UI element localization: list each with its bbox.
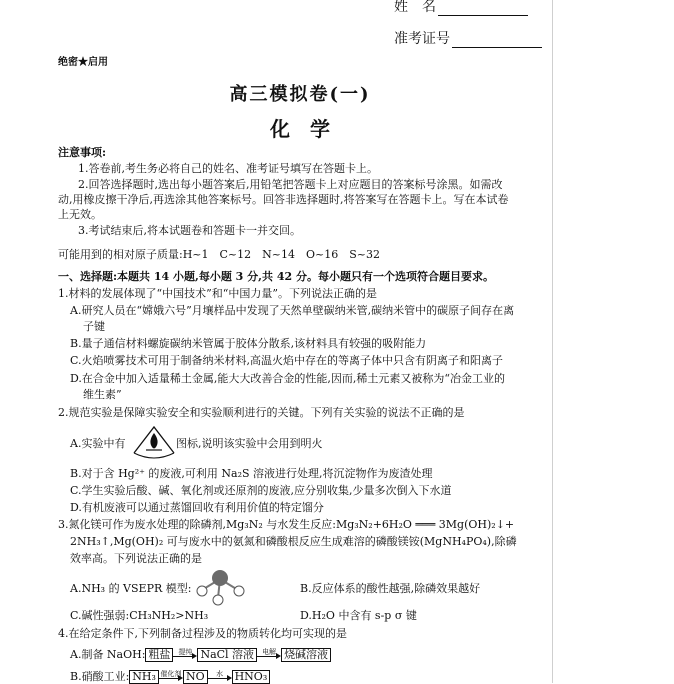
- q3-stem-line3: 效率高。下列说法正确的是: [70, 552, 202, 565]
- exam-title: 高三模拟卷(一): [229, 84, 371, 105]
- atomic-masses: 可能用到的相对原子质量:H~1 C~12 N~14 O~16 S~32: [58, 248, 380, 261]
- q1-option-c: C.火焰喷雾技术可用于制备纳米材料,高温火焰中存在的等离子体中只含有阴离子和阳离子: [70, 354, 504, 367]
- q4-b-box-nh3: NH₃: [129, 670, 159, 684]
- q4-b-arrow-label: 水: [216, 670, 224, 678]
- q1-stem: 1.材料的发展体现了“中国技术”和“中国力量”。下列说法正确的是: [58, 287, 377, 300]
- notice-item: 上无效。: [58, 208, 102, 221]
- q4-b-arrow: [208, 671, 232, 683]
- q3-option-d: D.H₂O 中含有 s-p σ 键: [300, 609, 417, 622]
- q4-b-label: B.硝酸工业:: [70, 670, 130, 683]
- subject-title: 化 学: [270, 117, 330, 141]
- q2-stem: 2.规范实验是保障实验安全和实验顺利进行的关键。下列有关实验的说法不正确的是: [58, 406, 465, 419]
- q4-a-arrow: [173, 649, 197, 661]
- q4-a-arrow-label: 提纯: [178, 648, 193, 656]
- q4-option-b: [70, 670, 270, 684]
- q2-option-b: B.对于含 Hg²⁺ 的废液,可利用 Na₂S 溶液进行处理,将沉淀物作为废渣处理: [70, 467, 433, 480]
- q4-b-arrow: [159, 671, 183, 683]
- name-label: 姓 名: [394, 0, 436, 15]
- q4-a-label: A.制备 NaOH:: [70, 648, 146, 661]
- q4-b-arrow-label: 催化剂: [160, 670, 182, 678]
- ticket-blank: [452, 34, 542, 48]
- open-flame-icon: [130, 423, 178, 461]
- ticket-label: 准考证号: [394, 31, 450, 47]
- q3-option-a: A.NH₃ 的 VSEPR 模型:: [70, 582, 192, 595]
- ticket-field: [394, 28, 542, 48]
- q2-option-a-post: 图标,说明该实验中会用到明火: [176, 437, 323, 450]
- q1-option-d-cont: 维生素”: [83, 388, 122, 401]
- q3-option-b: B.反应体系的酸性越强,除磷效果越好: [300, 582, 481, 595]
- q1-option-a-cont: 子键: [83, 320, 105, 333]
- q4-b-box-hno3: HNO₃: [232, 670, 271, 684]
- q4-a-box-caustic-soda: 烧碱溶液: [281, 648, 331, 662]
- q1-option-b: B.量子通信材料螺旋碳纳米管属于胶体分散系,该材料具有较强的吸附能力: [70, 337, 427, 350]
- notice-item: 1.答卷前,考生务必将自己的姓名、准考证号填写在答题卡上。: [78, 162, 378, 175]
- q3-stem-line2: 2NH₃↑,Mg(OH)₂ 可与废水中的氨氮和磷酸根反应生成难溶的磷酸镁铵(MgNH₄PO₄),除磷: [70, 535, 517, 548]
- name-blank: [438, 2, 528, 16]
- nh3-vsepr-model-icon: [192, 566, 250, 608]
- q4-a-arrow-label: 电解: [262, 648, 277, 656]
- notice-item: 2.回答选择题时,选出每小题答案后,用铅笔把答题卡上对应题目的答案标号涂黑。如需改: [78, 178, 503, 191]
- q3-stem-line1: 3.氮化镁可作为废水处理的除磷剂,Mg₃N₂ 与水发生反应:Mg₃N₂+6H₂O ═══ 3Mg(OH)₂↓+: [58, 518, 515, 531]
- q2-option-a-pre: A.实验中有: [70, 437, 126, 450]
- q1-option-a: A.研究人员在“嫦娥六号”月壤样品中发现了天然单壁碳纳米管,碳纳米管中的碳原子间存在离: [70, 304, 515, 317]
- notice-item: 3.考试结束后,将本试题卷和答题卡一并交回。: [78, 224, 301, 237]
- q1-option-d: D.在合金中加入适量稀土金属,能大大改善合金的性能,因而,稀土元素又被称为“冶金工业的: [70, 372, 506, 385]
- q4-option-a: [70, 648, 331, 662]
- q4-a-box-nacl: NaCl 溶液: [197, 648, 257, 662]
- q4-a-arrow: [257, 649, 281, 661]
- q4-a-box-crude-salt: 粗盐: [145, 648, 173, 662]
- notice-item: 动,用橡皮擦干净后,再选涂其他答案标号。回答非选择题时,将答案写在答题卡上。写在本试卷: [58, 193, 509, 206]
- section-heading: 一、选择题:本题共 14 小题,每小题 3 分,共 42 分。每小题只有一个选项符合题目要求。: [58, 270, 494, 283]
- q3-option-c: C.碱性强弱:CH₃NH₂>NH₃: [70, 609, 209, 622]
- q2-option-c: C.学生实验后酸、碱、氧化剂或还原剂的废液,应分别收集,少量多次倒入下水道: [70, 484, 452, 497]
- secret-label: 绝密★启用: [58, 57, 108, 68]
- q2-option-d: D.有机废液可以通过蒸馏回收有利用价值的特定馏分: [70, 501, 324, 514]
- q4-b-box-no: NO: [183, 670, 208, 684]
- name-field: [394, 0, 528, 16]
- q4-stem: 4.在给定条件下,下列制备过程涉及的物质转化均可实现的是: [58, 627, 347, 640]
- notice-heading: 注意事项:: [58, 146, 107, 159]
